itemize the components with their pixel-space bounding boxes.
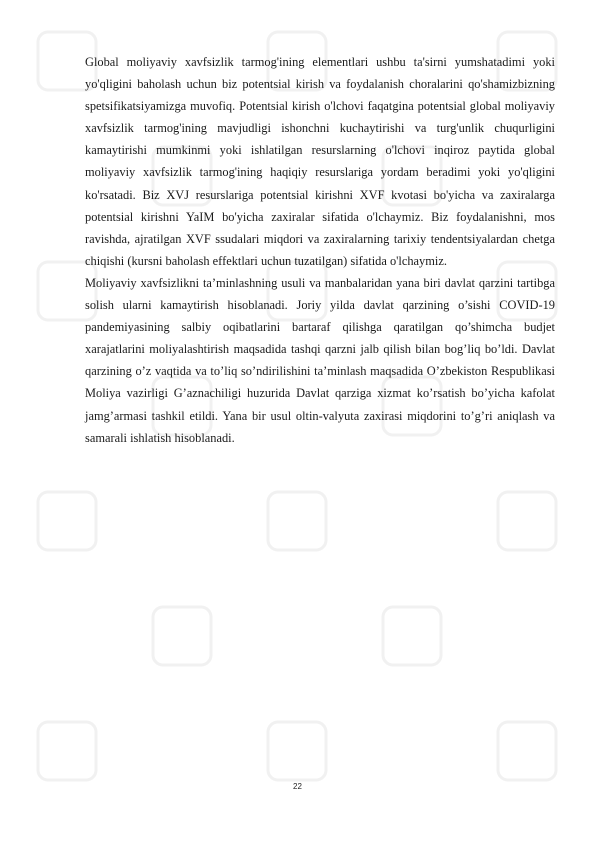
document-body <box>85 51 555 449</box>
paragraph-2: Moliyaviy xavfsizlikni ta’minlashning usuli va manbalaridan yana biri davlat qarzini tartibga solish ularni kamaytirish hisoblanadi. Joriy yilda davlat qarzining o’sishi COVID-19 pandemiyasining salbiy oqibatlarini bartaraf qilishga qaratilgan qo’shimcha budjet xarajatlarini moliyalashtirish maqsadida tashqi qarzni jalb qilish bilan bog’liq bo’ldi. Davlat qarzining o’z vaqtida va to’liq so’ndirilishini ta’minlash maqsadida O’zbekiston Respublikasi Moliya vazirligi G’aznachiligi huzurida Davlat qarziga xizmat ko’rsatish bo’yicha kafolat jamg’armasi tashkil etildi. Yana bir usul oltin-valyuta zaxirasi miqdorini to’g’ri aniqlash va samarali ishlatish hisoblanadi. <box>85 275 555 445</box>
paragraph-1: Global moliyaviy xavfsizlik tarmog'ining elementlari ushbu ta'sirni yumshatadimi yoki yo'qligini baholash uchun biz potentsial kirish va foydalanish choralarini qo'shamizbizning spetsifikatsiyamizga muvofiq. Potentsial kirish o'lchovi faqatgina potentsial global moliyaviy xavfsizlik tarmog'ining mavjudligi ishonchni kuchaytirishi va turg'unlik chuqurligini kamaytirishi mumkinmi yoki ishlatilgan resurslarning o'lchovi inqiroz paytida global moliyaviy xavfsizlik tarmog'ining haqiqiy resurslariga yordam beradimi yoki yo'qligini ko'rsatadi. Biz XVJ resurslariga potentsial kirishni XVF kvotasi bo'yicha va zaxiralarga potentsial kirishni YaIM bo'yicha zaxiralar sifatida o'lchaymiz. Biz foydalanishni, mos ravishda, ajratilgan XVF ssudalari miqdori va zaxiralarning tarixiy tendentsiyalardan chetga chiqishi (kursni baholash effektlari uchun tuzatilgan) sifatida o'lchaymiz. <box>85 55 555 268</box>
page-number: 22 <box>293 782 302 791</box>
